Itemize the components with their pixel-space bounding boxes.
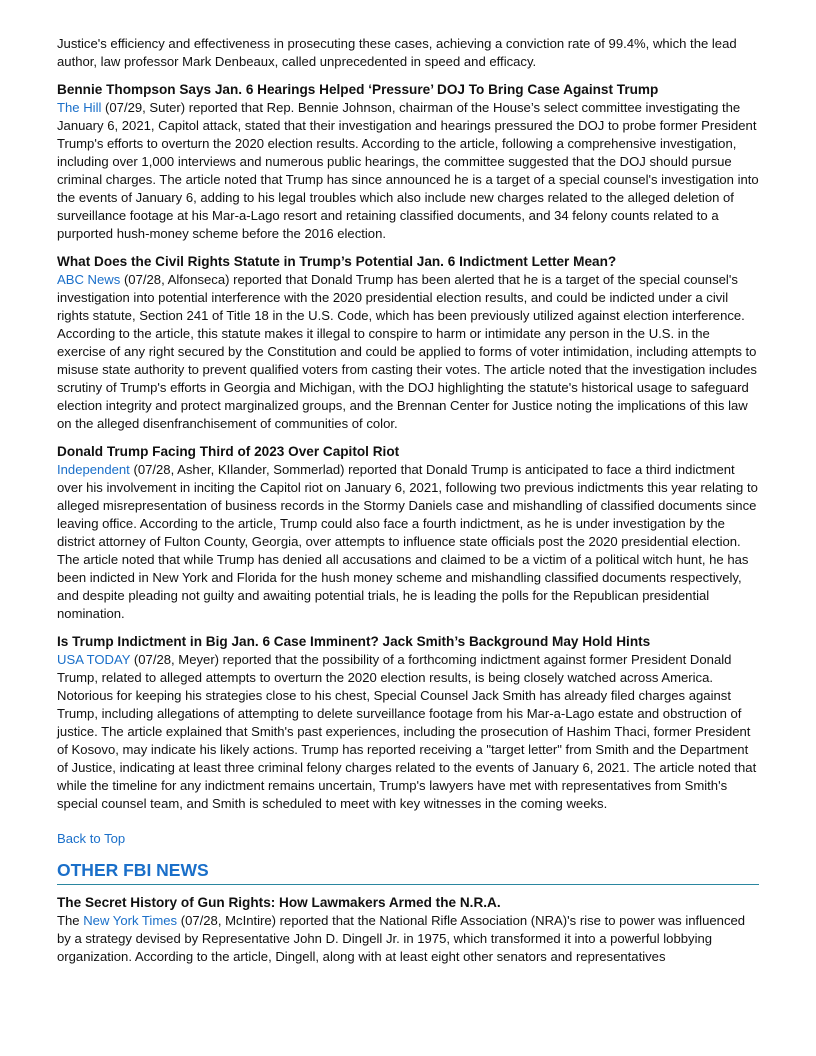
article-body: [57, 271, 759, 433]
article-title: What Does the Civil Rights Statute in Trump’s Potential Jan. 6 Indictment Letter Mean?: [57, 254, 617, 269]
article-1: [57, 81, 759, 243]
article-body: [57, 461, 759, 623]
source-link[interactable]: USA TODAY: [57, 652, 131, 667]
article-5: [57, 894, 759, 966]
section-body: [57, 894, 759, 966]
article-title: Donald Trump Facing Third of 2023 Over Capitol Riot: [57, 444, 400, 459]
article-text: (07/28, Meyer) reported that the possibility of a forthcoming indictment against former President Donald Trump, related to alleged attempts to overturn the 2020 election results, is being closely watched across America. Notorious for keeping his strategies close to his chest, Special Counsel Jack Smith has already filed charges against Trump, including allegations of attempting to delete surveillance footage from his Mar-a-Lago estate and obstruction of justice. The article explained that Smith's past experiences, including the prosecution of Hashim Thaci, former President of Kosovo, may indicate his likely actions. Trump has reported receiving a "target letter" from Smith and the Department of Justice, indicating at least three criminal felony charges related to the events of January 6, 2021. The article noted that while the timeline for any indictment remains uncertain, Trump's lawyers have met with representatives from Smith's special counsel team, and Smith is scheduled to meet with key witnesses in the coming weeks.: [57, 652, 757, 811]
source-link[interactable]: ABC News: [57, 272, 121, 287]
source-link[interactable]: New York Times: [83, 913, 178, 928]
article-title: Bennie Thompson Says Jan. 6 Hearings Helped ‘Pressure’ DOJ To Bring Case Against Trump: [57, 82, 659, 97]
article-title: Is Trump Indictment in Big Jan. 6 Case Imminent? Jack Smith’s Background May Hold Hints: [57, 634, 651, 649]
source-link[interactable]: The Hill: [57, 100, 102, 115]
article-body: [57, 99, 759, 243]
article-body: [57, 651, 759, 813]
article-3: [57, 443, 759, 623]
intro-paragraph: Justice's efficiency and effectiveness in prosecuting these cases, achieving a conviction rate of 99.4%, which the lead author, law professor Mark Denbeaux, called unprecedented in speed and efficacy.: [57, 36, 737, 69]
article-prefix: The: [57, 913, 84, 928]
article-text: (07/28, McIntire) reported that the National Rifle Association (NRA)'s rise to power was influenced by a strategy devised by Representative John D. Dingell Jr. in 1975, which transformed it into a powerful lobbying organization. According to the article, Dingell, along with at least eight other senators and representatives: [57, 913, 746, 964]
section-heading: OTHER FBI NEWS: [57, 859, 759, 885]
article-body: [57, 912, 759, 966]
article-2: [57, 253, 759, 433]
back-to-top-link[interactable]: Back to Top: [57, 831, 126, 846]
article-4: [57, 633, 759, 813]
article-text: (07/28, Alfonseca) reported that Donald Trump has been alerted that he is a target of the special counsel's investigation into potential interference with the 2020 presidential election results, and could be indicted under a civil rights statute, Section 241 of Title 18 in the U.S. Code, which has been previously utilized against election interference. According to the article, this statute makes it illegal to conspire to harm or intimidate any person in the U.S. in the exercise of any right secured by the Constitution and could be applied to forms of voter intimidation, including attempts to misuse state authority to prevent qualified voters from casting their votes. The article noted that the investigation includes scrutiny of Trump's efforts in Georgia and Michigan, with the DOJ highlighting the statute's historical usage to safeguard election integrity and protect marginalized groups, and the Brennan Center for Justice noting the implications of this law on the alleged disenfranchisement of communities of color.: [57, 272, 757, 431]
article-text: (07/29, Suter) reported that Rep. Bennie Johnson, chairman of the House’s select committee investigating the January 6, 2021, Capitol attack, stated that their investigation and hearings pressured the DOJ to probe former President Trump's efforts to overturn the 2020 election results. According to the article, following a comprehensive investigation, including over 1,000 interviews and numerous public hearings, the committee suggested that the DOJ should pursue criminal charges. The article noted that Trump has since announced he is a target of a special counsel's investigation into the events of January 6, adding to his legal troubles which also include new charges related to the alleged deletion of surveillance footage at his Mar-a-Lago resort and retaining classified documents, and 34 felony counts related to a purported hush-money scheme before the 2016 election.: [57, 100, 759, 241]
article-title: The Secret History of Gun Rights: How Lawmakers Armed the N.R.A.: [57, 895, 501, 910]
article-text: (07/28, Asher, KIlander, Sommerlad) reported that Donald Trump is anticipated to face a third indictment over his involvement in inciting the Capitol riot on January 6, 2021, following two previous indictments this year relating to alleged misrepresentation of business records in the Stormy Daniels case and mishandling of classified documents since leaving office. According to the article, Trump could also face a fourth indictment, as he is under investigation by the district attorney of Fulton County, Georgia, over attempts to influence state officials post the 2020 presidential election. The article noted that while Trump has denied all accusations and claimed to be a victim of a political witch hunt, he has been indicted in New York and Florida for the hush money scheme and mishandling classified documents respectively, and despite pleading not guilty and awaiting potential trials, he is leading the polls for the Republican presidential nomination.: [57, 462, 758, 621]
source-link[interactable]: Independent: [57, 462, 130, 477]
